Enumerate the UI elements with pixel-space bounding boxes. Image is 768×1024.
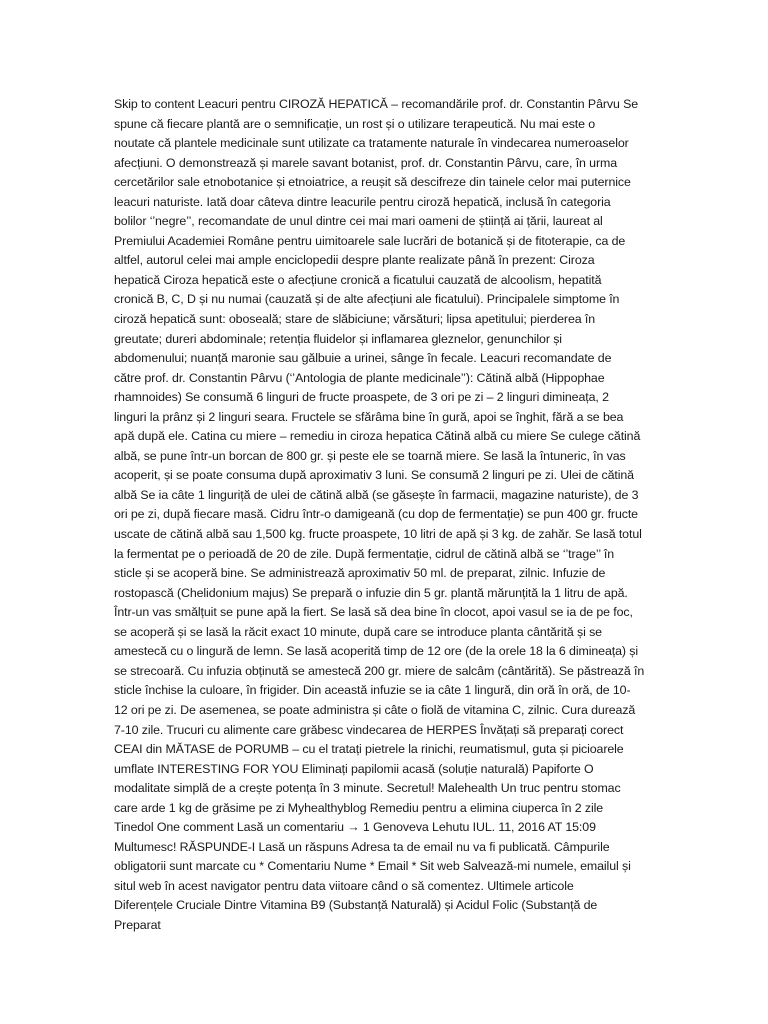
text-line: Skip to content Leacuri pentru CIROZĂ HEPATICĂ – recomandările prof. dr. Constantin Pârvu Se	[114, 97, 639, 111]
text-line: la fermentat pe o perioadă de 20 de zile. După fermentație, cidrul de cătină albă se ‘’trage’’ în	[114, 546, 615, 561]
text-line: rostopască (Chelidonium majus) Se prepară o infuzie din 5 gr. plantă mărunțită la 1 litru de apă.	[114, 585, 628, 600]
text-line: modalitate simplă de a crește potența în 3 minute. Secretul! Malehealth Un truc pentru stomac	[114, 781, 621, 796]
text-line: se strecoară. Cu infuzia obținută se amestecă 200 gr. miere de salcâm (cântărită). Se păstrează în	[114, 663, 645, 678]
text-line: uscate de cătină albă sau 1,500 kg. fructe proaspete, 10 litri de apă și 3 kg. de zahăr. Se lasă totul	[114, 527, 642, 542]
text-line: ciroză hepatică sunt: oboseală; stare de slăbiciune; vărsături; lipsa apetitului; pierderea în	[114, 312, 596, 327]
text-line: amestecă cu o lingură de lemn. Se lasă acoperită timp de 12 ore (de la orele 18 la 6 dimineața) și	[114, 644, 638, 659]
text-line: rhamnoides) Se consumă 6 linguri de fructe proaspete, de 3 ori pe zi – 2 linguri dimineața, 2	[114, 390, 609, 405]
text-line: 12 ori pe zi. De asemenea, se poate administra și câte o fiolă de vitamina C, zilnic. Cura durează	[114, 702, 636, 717]
text-line: hepatică Ciroza hepatică este o afecțiune cronică a ficatului cauzată de alcoolism, hepatită	[114, 272, 602, 287]
text-line: spune că fiecare plantă are o semnificație, un rost și o utilizare terapeutică. Nu mai este o	[114, 116, 596, 131]
text-line: se acoperă și se lasă la răcit exact 10 minute, după care se introduce planta cântărită și se	[114, 624, 602, 639]
text-line: Preparat	[114, 917, 161, 932]
text-line: albă Se ia câte 1 linguriță de ulei de cătină albă (se găsește în farmacii, magazine naturiste), de 3	[114, 487, 639, 502]
text-line: ori pe zi, după fiecare masă. Cidru într-o damigeană (cu dop de fermentație) se pun 400 gr. fructe	[114, 507, 638, 522]
text-line: Premiului Academiei Române pentru uimitoarele sale lucrări de botanică și de fitoterapie, ca de	[114, 233, 626, 248]
text-line: altfel, autorul celei mai ample enciclopedii despre plante realizate până în prezent: Ciroza	[114, 253, 595, 268]
text-line: 7-10 zile. Trucuri cu alimente care grăbesc vindecarea de HERPES Învățați să preparați corect	[114, 722, 624, 737]
text-line: bolilor ‘’negre’’, recomandate de unul dintre cei mai mari oameni de știință ai țării, laureat al	[114, 214, 603, 229]
text-line: Într-un vas smălțuit se pune apă la fiert. Se lasă să dea bine în clocot, apoi vasul se ia de pe foc,	[114, 605, 633, 620]
text-line: cronică B, C, D și nu numai (cauzată și de alte afecțiuni ale ficatului). Principalele simptome în	[114, 292, 620, 307]
text-line: Diferențele Cruciale Dintre Vitamina B9 (Substanță Naturală) și Acidul Folic (Substanță de	[114, 898, 598, 913]
text-line: sticle închise la culoare, în frigider. Din această infuzie se ia câte 1 lingură, din oră în oră, de 10-	[114, 683, 631, 698]
text-line: abdomenului; nuanță maronie sau gălbuie a urinei, sânge în fecale. Leacuri recomandate de	[114, 351, 612, 366]
text-line: albă, se pune într-un borcan de 800 gr. și peste ele se toarnă miere. Se lasă la întuneric, în vas	[114, 448, 626, 463]
article-text	[114, 95, 659, 936]
text-line: cercetărilor sale etnobotanice și etnoiatrice, a reușit să descifreze din tainele celor mai puternice	[114, 175, 631, 190]
text-line: greutate; dureri abdominale; retenția fluidelor și inflamarea gleznelor, genunchilor și	[114, 331, 562, 346]
text-line: apă după ele. Catina cu miere – remediu in ciroza hepatica Cătină albă cu miere Se culege cătină	[114, 429, 641, 444]
text-line: Tinedol One comment Lasă un comentariu → 1 Genoveva Lehutu IUL. 11, 2016 AT 15:09	[114, 820, 596, 835]
text-line: care arde 1 kg de grăsime pe zi Myhealthyblog Remediu pentru a elimina ciuperca în 2 zile	[114, 800, 604, 815]
text-line: Multumesc! RĂSPUNDE-I Lasă un răspuns Adresa ta de email nu va fi publicată. Câmpurile	[114, 839, 610, 854]
text-line: obligatorii sunt marcate cu * Comentariu Nume * Email * Sit web Salvează-mi numele, emailul și	[114, 859, 631, 874]
text-line: noutate că plantele medicinale sunt utilizate ca tratamente naturale în vindecarea numeroaselor	[114, 136, 629, 151]
text-line: afecțiuni. O demonstrează și marele savant botanist, prof. dr. Constantin Pârvu, care, în urma	[114, 155, 617, 170]
text-line: sticle și se acoperă bine. Se administrează aproximativ 50 ml. de preparat, zilnic. Infuzie de	[114, 566, 606, 581]
text-line: către prof. dr. Constantin Pârvu (‘’Antologia de plante medicinale’’): Cătină albă (Hippophae	[114, 370, 605, 385]
text-line: linguri la prânz și 2 linguri seara. Fructele se sfărâma bine în gură, apoi se înghit, fără a se bea	[114, 409, 624, 424]
text-line: acoperit, și se poate consuma după aproximativ 3 luni. Se consumă 2 linguri pe zi. Ulei de cătină	[114, 468, 634, 483]
text-line: umflate INTERESTING FOR YOU Eliminați papilomii acasă (soluție naturală) Papiforte O	[114, 761, 594, 776]
text-line: leacuri naturiste. Iată doar câteva dintre leacurile pentru ciroză hepatică, inclusă în categoria	[114, 194, 611, 209]
text-line: CEAI din MĂTASE de PORUMB – cu el tratați pietrele la rinichi, reumatismul, guta și picioarele	[114, 742, 624, 757]
text-line: situl web în acest navigator pentru data viitoare când o să comentez. Ultimele articole	[114, 878, 574, 893]
